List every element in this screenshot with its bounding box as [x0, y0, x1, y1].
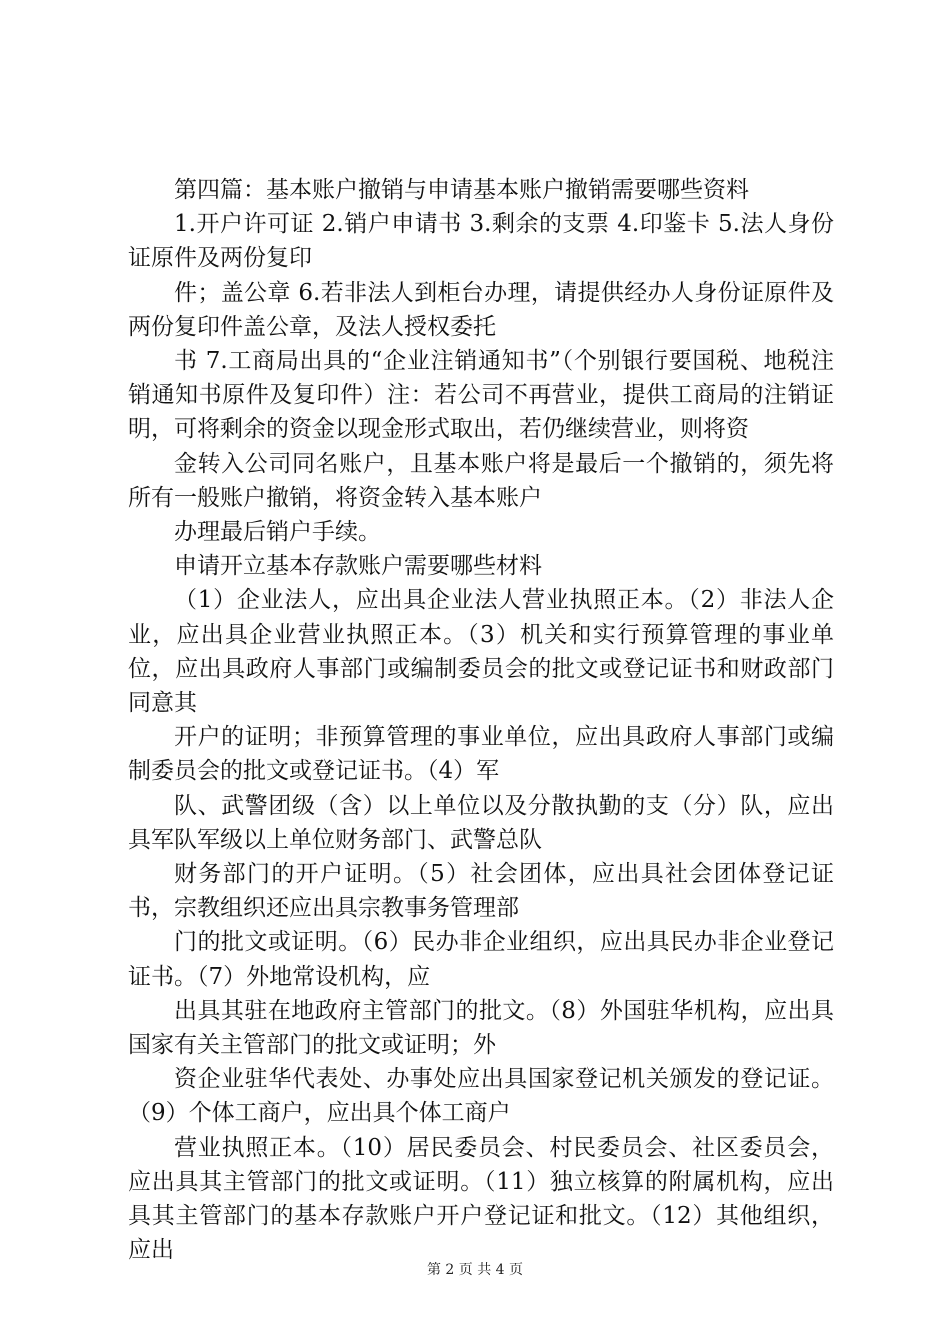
- document-body: [128, 173, 834, 1268]
- paragraph: 办理最后销户手续。: [174, 519, 381, 546]
- paragraph: 金转入公司同名账户，且基本账户将是最后一个撤销的，须先将所有一般账户撤销，将资金转入基本账户: [128, 450, 834, 511]
- paragraph: 队、武警团级（含）以上单位以及分散执勤的支（分）队，应出具军队军级以上单位财务部门、武警总队: [128, 792, 834, 853]
- paragraph: 1.开户许可证 2.销户申请书 3.剩余的支票 4.印鉴卡 5.法人身份证原件及两份复印: [128, 211, 834, 272]
- paragraph: （1）企业法人，应出具企业法人营业执照正本。（2）非法人企业，应出具企业营业执照正本。（3）机关和实行预算管理的事业单位，应出具政府人事部门或编制委员会的批文或登记证书和财政部门同意其: [128, 587, 834, 717]
- paragraph: 开户的证明；非预算管理的事业单位，应出具政府人事部门或编制委员会的批文或登记证书。（4）军: [128, 724, 834, 785]
- paragraph: 财务部门的开户证明。（5）社会团体，应出具社会团体登记证书，宗教组织还应出具宗教事务管理部: [128, 861, 834, 922]
- page-number-label: 第 2 页 共 4 页: [426, 1262, 524, 1278]
- subheading: 申请开立基本存款账户需要哪些材料: [174, 553, 542, 580]
- page-footer: [0, 1259, 950, 1279]
- paragraph: 营业执照正本。（10）居民委员会、村民委员会、社区委员会，应出具其主管部门的批文或证明。（11）独立核算的附属机构，应出具其主管部门的基本存款账户开户登记证和批文。（12）其他组织，应出: [128, 1134, 834, 1264]
- paragraph: 书 7.工商局出具的“企业注销通知书”（个别银行要国税、地税注销通知书原件及复印件）注：若公司不再营业，提供工商局的注销证明，可将剩余的资金以现金形式取出，若仍继续营业，则将资: [128, 348, 834, 443]
- paragraph: 门的批文或证明。（6）民办非企业组织，应出具民办非企业登记证书。（7）外地常设机构，应: [128, 929, 834, 990]
- paragraph: 出具其驻在地政府主管部门的批文。（8）外国驻华机构，应出具国家有关主管部门的批文或证明；外: [128, 997, 834, 1059]
- paragraph: 件；盖公章 6.若非法人到柜台办理，请提供经办人身份证原件及两份复印件盖公章，及法人授权委托: [128, 279, 834, 340]
- paragraph: 资企业驻华代表处、办事处应出具国家登记机关颁发的登记证。（9）个体工商户，应出具个体工商户: [128, 1066, 834, 1127]
- section-heading: 第四篇：基本账户撤销与申请基本账户撤销需要哪些资料: [174, 177, 749, 203]
